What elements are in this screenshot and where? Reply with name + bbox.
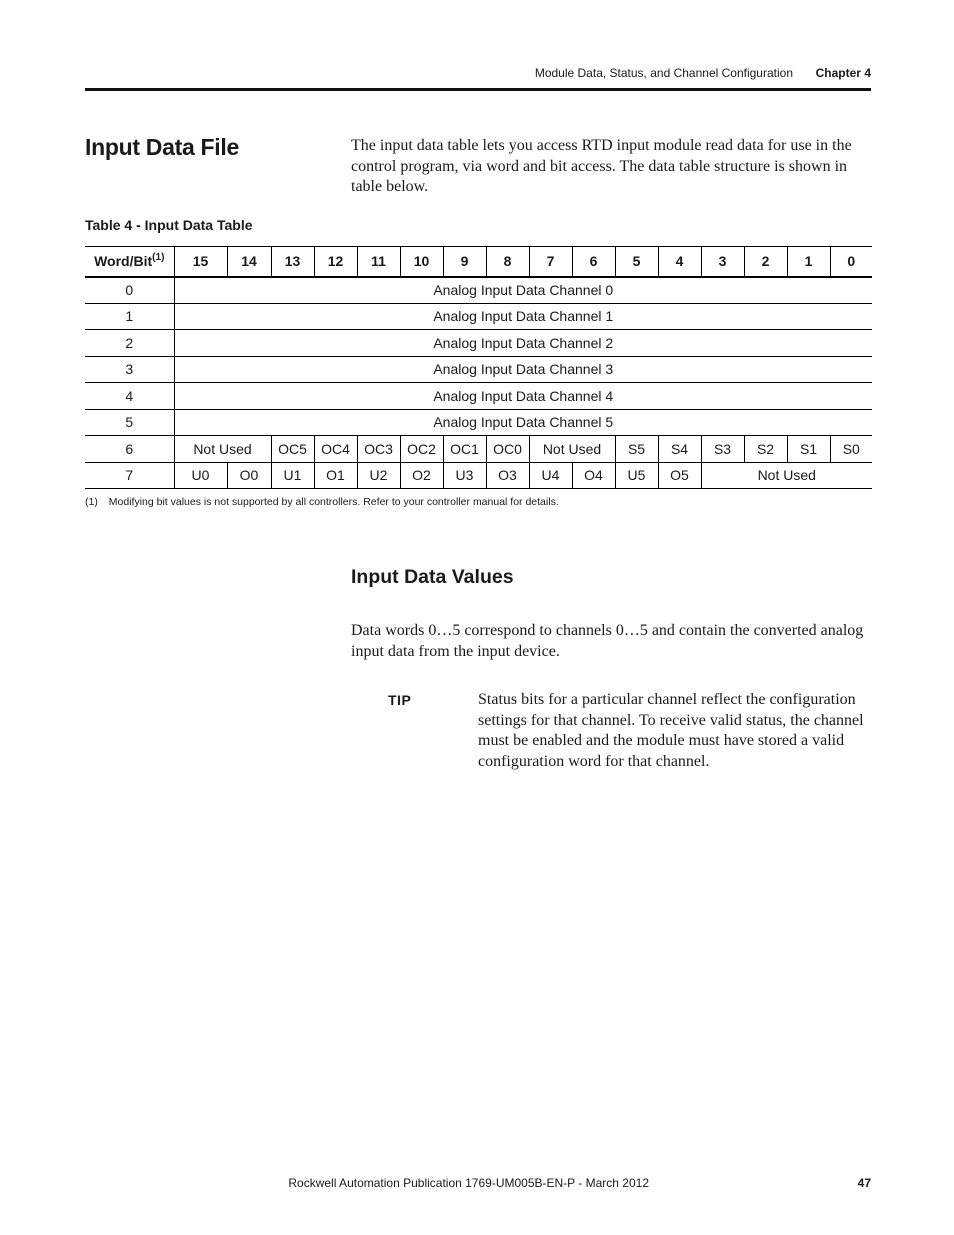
table-cell: O4 <box>572 462 615 489</box>
table-cell: OC0 <box>486 436 529 463</box>
section-heading: Input Data Values <box>351 566 514 588</box>
bit-header-12: 12 <box>314 247 357 277</box>
table-row <box>85 330 872 357</box>
word-number-cell: 0 <box>85 277 174 304</box>
table-row <box>85 409 872 436</box>
bit-header-8: 8 <box>486 247 529 277</box>
bit-header-1: 1 <box>787 247 830 277</box>
bit-header-10: 10 <box>400 247 443 277</box>
table-cell: OC2 <box>400 436 443 463</box>
bit-header-9: 9 <box>443 247 486 277</box>
values-paragraph: Data words 0…5 correspond to channels 0…5 and contain the converted analog input data from the input device. <box>351 622 864 660</box>
table-cell: Not Used <box>701 462 872 489</box>
table-row <box>85 356 872 383</box>
bit-header-11: 11 <box>357 247 400 277</box>
header-section-title: Module Data, Status, and Channel Configuration <box>534 66 793 80</box>
table-cell: Analog Input Data Channel 0 <box>174 277 872 304</box>
bit-header-4: 4 <box>658 247 701 277</box>
word-bit-header <box>85 247 174 277</box>
table-row <box>85 436 872 463</box>
footnote-number: (1) <box>85 496 98 508</box>
bit-header-15: 15 <box>174 247 227 277</box>
table-cell: Analog Input Data Channel 5 <box>174 409 872 436</box>
table-caption: Table 4 - Input Data Table <box>85 217 253 233</box>
header-chapter-label: Chapter 4 <box>815 66 871 80</box>
table-cell: Analog Input Data Channel 2 <box>174 330 872 357</box>
table-cell: U1 <box>271 462 314 489</box>
header-rule <box>85 88 871 91</box>
table-cell: OC1 <box>443 436 486 463</box>
bit-header-0: 0 <box>830 247 872 277</box>
table-cell: O0 <box>227 462 271 489</box>
table-cell: Analog Input Data Channel 1 <box>174 303 872 330</box>
word-bit-label: Word/Bit <box>94 253 153 270</box>
footer-publication: Rockwell Automation Publication 1769-UM005B-EN-P - March 2012 <box>288 1176 649 1190</box>
table-row <box>85 462 872 489</box>
table-cell: S4 <box>658 436 701 463</box>
table-cell: O5 <box>658 462 701 489</box>
word-number-cell: 5 <box>85 409 174 436</box>
table-cell: U3 <box>443 462 486 489</box>
running-footer <box>85 1176 871 1194</box>
bit-header-2: 2 <box>744 247 787 277</box>
table-cell: S5 <box>615 436 658 463</box>
table-cell: Analog Input Data Channel 4 <box>174 383 872 410</box>
bit-header-5: 5 <box>615 247 658 277</box>
page-number: 47 <box>857 1176 871 1190</box>
word-number-cell: 1 <box>85 303 174 330</box>
bit-header-14: 14 <box>227 247 271 277</box>
table-cell: S0 <box>830 436 872 463</box>
table-row <box>85 303 872 330</box>
tip-text: Status bits for a particular channel reflect the configuration settings for that channel. To receive valid status, the channel must be enabled and the module must have stored a valid configuration word for that channel. <box>478 691 864 770</box>
table-body <box>85 277 872 489</box>
footnote-text: Modifying bit values is not supported by all controllers. Refer to your controller manual for details. <box>108 496 559 508</box>
table-cell: U2 <box>357 462 400 489</box>
table-cell: OC4 <box>314 436 357 463</box>
table-cell: O1 <box>314 462 357 489</box>
word-number-cell: 7 <box>85 462 174 489</box>
tip-label: TIP <box>388 692 412 708</box>
table-cell: Not Used <box>529 436 615 463</box>
table-cell: O2 <box>400 462 443 489</box>
table-cell: U5 <box>615 462 658 489</box>
footnote-ref: (1) <box>152 252 165 264</box>
table-cell: OC3 <box>357 436 400 463</box>
table-cell: S3 <box>701 436 744 463</box>
table-cell: O3 <box>486 462 529 489</box>
table-cell: Analog Input Data Channel 3 <box>174 356 872 383</box>
running-header <box>85 66 871 84</box>
word-number-cell: 3 <box>85 356 174 383</box>
word-number-cell: 2 <box>85 330 174 357</box>
table-cell: S1 <box>787 436 830 463</box>
word-number-cell: 6 <box>85 436 174 463</box>
bit-header-7: 7 <box>529 247 572 277</box>
table-cell: Not Used <box>174 436 271 463</box>
bit-header-6: 6 <box>572 247 615 277</box>
word-number-cell: 4 <box>85 383 174 410</box>
table-cell: S2 <box>744 436 787 463</box>
table-cell: OC5 <box>271 436 314 463</box>
footnote <box>85 496 559 508</box>
input-data-table <box>85 246 872 489</box>
table-row <box>85 277 872 304</box>
table-cell: U0 <box>174 462 227 489</box>
table-row <box>85 383 872 410</box>
table-cell: U4 <box>529 462 572 489</box>
intro-paragraph: The input data table lets you access RTD input module read data for use in the control program, via word and bit access. The data table structure is shown in table below. <box>351 137 852 195</box>
bit-header-3: 3 <box>701 247 744 277</box>
table-header-row <box>85 247 872 277</box>
bit-header-13: 13 <box>271 247 314 277</box>
page-title: Input Data File <box>85 134 239 160</box>
